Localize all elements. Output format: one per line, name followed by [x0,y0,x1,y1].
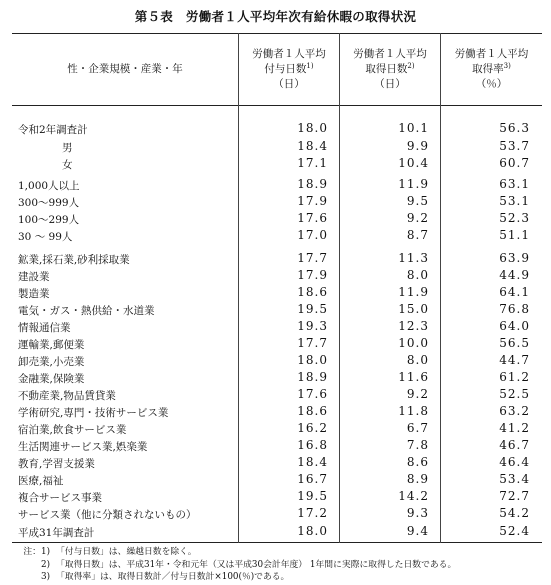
row-label: 平成31年調査計 [18,527,95,539]
granted-days-value: 17.9 [297,268,328,282]
table-row [12,421,542,438]
granted-days-value: 17.7 [297,336,328,350]
header-category [12,33,238,105]
footnote-1 [10,546,456,559]
table-row [12,177,542,194]
table-row [12,524,542,541]
take-rate-value: 63.2 [499,404,530,418]
granted-days-value: 17.0 [297,228,328,242]
table-row [12,121,542,138]
taken-days-value: 8.0 [406,268,429,282]
footnote-1-text: 「付与日数」は、繰越日数を除く。 [56,547,197,557]
row-label: 医療,福祉 [18,475,64,487]
taken-days-value: 12.3 [398,319,429,333]
header-taken-unit: （日） [374,77,406,90]
taken-days-value: 7.8 [406,438,429,452]
footnote-3-text: 「取得率」は、取得日数計／付与日数計×100(％)である。 [56,572,290,583]
granted-days-value: 18.4 [297,139,328,153]
footnote-3-marker: 3) [40,572,50,583]
take-rate-value: 52.4 [499,524,530,538]
take-rate-value: 44.9 [499,268,530,282]
header-rate-title: 取得率 [472,62,504,75]
taken-days-value: 11.8 [398,404,429,418]
taken-days-value: 6.7 [406,421,429,435]
take-rate-value: 46.4 [499,455,530,469]
taken-days-value: 9.5 [406,194,429,208]
row-label: 令和2年調査計 [18,124,88,136]
table-row [12,156,542,173]
table-row [12,472,542,489]
row-label: 不動産業,物品賃貸業 [18,390,116,402]
row-label: 建設業 [18,271,50,283]
taken-days-value: 9.4 [406,524,429,538]
table-row [12,336,542,353]
take-rate-value: 61.2 [499,370,530,384]
header-rate-line1: 労働者１人平均 [454,47,529,60]
row-label: 教育,学習支援業 [18,458,95,470]
table-row [12,228,542,245]
table-title: 第５表 労働者１人平均年次有給休暇の取得状況 [134,9,417,24]
taken-days-value: 11.9 [398,285,429,299]
header-category-label: 性・企業規模・産業・年 [67,62,183,75]
granted-days-value: 18.4 [297,455,328,469]
row-label: 1,000人以上 [18,180,80,192]
taken-days-value: 11.6 [398,370,429,384]
granted-days-value: 19.3 [297,319,328,333]
header-granted-line1: 労働者１人平均 [252,47,326,60]
take-rate-value: 64.0 [499,319,530,333]
table-row [12,404,542,421]
granted-days-value: 18.6 [297,404,328,418]
row-label: 電気・ガス・熱供給・水道業 [18,305,155,317]
header-taken-line1: 労働者１人平均 [353,47,427,60]
row-label: 卸売業,小売業 [18,356,85,368]
row-label: 男 [62,142,73,154]
row-label: 運輸業,郵便業 [18,339,85,351]
granted-days-value: 17.6 [297,211,328,225]
granted-days-value: 18.6 [297,285,328,299]
table-row [12,139,542,156]
row-label: 宿泊業,飲食サービス業 [18,424,127,436]
row-label: 300～999人 [18,197,80,209]
taken-days-value: 10.4 [398,156,429,170]
granted-days-value: 18.0 [297,353,328,367]
taken-days-value: 9.3 [406,506,429,520]
take-rate-value: 53.7 [499,139,530,153]
granted-days-value: 17.2 [297,506,328,520]
row-label: 鉱業,採石業,砂利採取業 [18,254,130,266]
taken-days-value: 8.7 [406,228,429,242]
taken-days-value: 8.0 [406,353,429,367]
footnote-3 [10,571,456,584]
table-row [12,455,542,472]
table-row [12,506,542,523]
take-rate-value: 56.3 [499,121,530,135]
header-granted-title: 付与日数 [264,62,307,75]
row-label: 複合サービス事業 [18,492,102,504]
footnote-2 [10,559,456,572]
taken-days-value: 9.2 [406,211,429,225]
take-rate-value: 56.5 [499,336,530,350]
taken-days-value: 11.3 [398,251,429,265]
take-rate-value: 72.7 [499,489,530,503]
row-label: 学術研究,専門・技術サービス業 [18,407,169,419]
taken-days-value: 9.2 [406,387,429,401]
granted-days-value: 16.8 [297,438,328,452]
table-row [12,489,542,506]
row-label: 情報通信業 [18,322,71,334]
take-rate-value: 52.3 [499,211,530,225]
granted-days-value: 17.7 [297,251,328,265]
header-granted-unit: （日） [273,77,305,90]
table-row [12,211,542,228]
granted-days-value: 18.0 [297,121,328,135]
taken-days-value: 8.6 [406,455,429,469]
table-row [12,319,542,336]
header-rate-unit: （％） [475,77,508,90]
header-divider [12,105,542,106]
granted-days-value: 19.5 [297,302,328,316]
header-granted-footnote-ref: 1) [306,61,314,70]
header-take-rate [441,33,542,105]
granted-days-value: 18.9 [297,370,328,384]
header-taken-days [340,33,440,105]
table-row [12,194,542,211]
granted-days-value: 19.5 [297,489,328,503]
take-rate-value: 53.1 [499,194,530,208]
table-row [12,438,542,455]
table-row [12,353,542,370]
taken-days-value: 10.1 [398,121,429,135]
header-granted-line2 [264,62,313,77]
take-rate-value: 76.8 [499,302,530,316]
take-rate-value: 53.4 [499,472,530,486]
footnote-2-marker: 2) [40,559,50,570]
header-rate-footnote-ref: 3) [503,61,511,70]
granted-days-value: 16.2 [297,421,328,435]
row-label: 100～299人 [18,214,80,226]
table-row [12,268,542,285]
take-rate-value: 63.1 [499,177,530,191]
header-taken-line2 [365,62,414,77]
granted-days-value: 16.7 [297,472,328,486]
taken-days-value: 11.9 [398,177,429,191]
take-rate-value: 44.7 [499,353,530,367]
row-label: サービス業（他に分類されないもの） [18,509,197,521]
granted-days-value: 17.9 [297,194,328,208]
header-taken-footnote-ref: 2) [407,61,415,70]
granted-days-value: 18.9 [297,177,328,191]
take-rate-value: 64.1 [499,285,530,299]
take-rate-value: 41.2 [499,421,530,435]
header-granted-days [239,33,339,105]
taken-days-value: 14.2 [398,489,429,503]
taken-days-value: 9.9 [406,139,429,153]
take-rate-value: 51.1 [499,228,530,242]
header-rate-line2 [472,62,511,77]
footnote-2-text: 「取得日数」は、平成31年・令和元年（又は平成30会計年度） 1年間に実際に取得した日数である。 [56,559,457,570]
row-label: 女 [62,159,73,171]
granted-days-value: 17.1 [297,156,328,170]
footnotes [10,546,456,584]
table-row [12,285,542,302]
row-label: 製造業 [18,288,50,300]
take-rate-value: 60.7 [499,156,530,170]
take-rate-value: 54.2 [499,506,530,520]
table-row [12,387,542,404]
taken-days-value: 15.0 [398,302,429,316]
table-row [12,302,542,319]
granted-days-value: 18.0 [297,524,328,538]
table-row [12,251,542,268]
table-row [12,370,542,387]
footnote-1-marker: 注：1) [23,547,50,557]
row-label: 30 ～ 99人 [18,231,73,243]
taken-days-value: 8.9 [406,472,429,486]
take-rate-value: 63.9 [499,251,530,265]
take-rate-value: 52.5 [499,387,530,401]
row-label: 生活関連サービス業,娯楽業 [18,441,148,453]
header-taken-title: 取得日数 [365,62,408,75]
row-label: 金融業,保険業 [18,373,85,385]
taken-days-value: 10.0 [398,336,429,350]
granted-days-value: 17.6 [297,387,328,401]
take-rate-value: 46.7 [499,438,530,452]
